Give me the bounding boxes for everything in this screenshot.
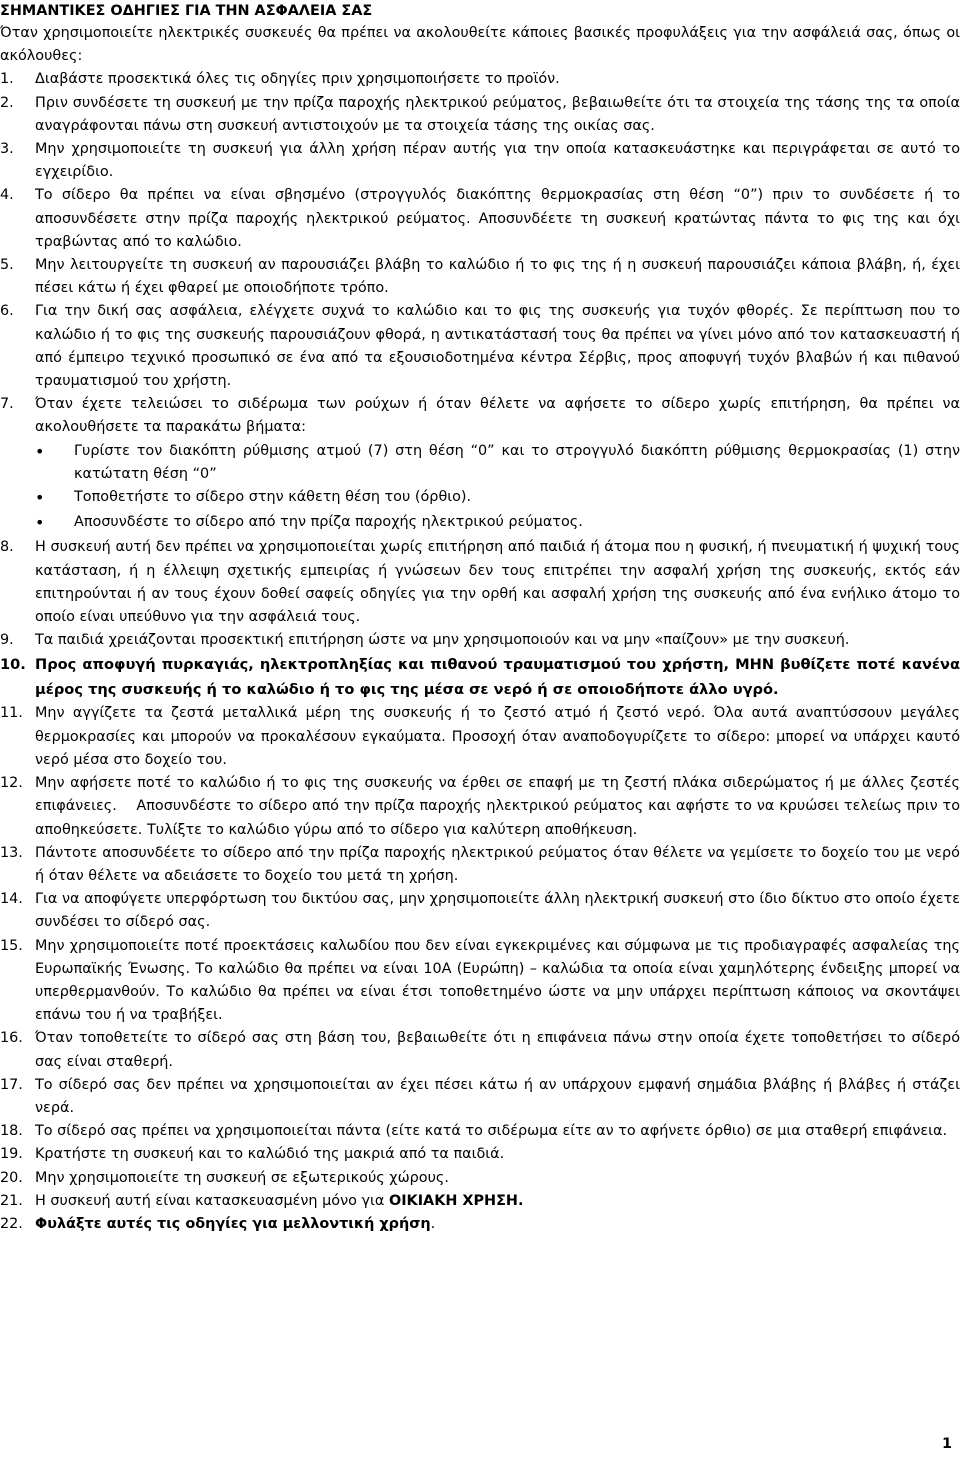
item-text-tail: . xyxy=(430,1215,436,1232)
item-number: 9. xyxy=(0,632,14,649)
item-number: 7. xyxy=(0,396,14,413)
list-item xyxy=(0,92,960,138)
item-text: Το σίδερο θα πρέπει να είναι σβησμένο (στρογγυλός διακόπτης θερμοκρασίας στη θέση “0”) πριν το συνδέσετε ή το αποσυνδέσετε στην πρίζα παροχής ηλεκτρικού ρεύματος. Αποσυνδέετε τη συσκευή κρατώντας πάντα το φις της και όχι τραβώντας από το καλώδιο. xyxy=(35,187,960,250)
bullet-item xyxy=(35,440,960,486)
item-text: Προς αποφυγή πυρκαγιάς, ηλεκτροπληξίας και πιθανού τραυματισμού του χρήστη, ΜΗΝ βυθίζετε ποτέ κανένα μέρος της συσκευής ή το καλώδιο ή το φις της μέσα σε νερό ή σε οποιοδήποτε άλλο υγρό. xyxy=(35,656,960,699)
item-text: Το σίδερό σας δεν πρέπει να χρησιμοποιείται αν έχει πέσει κάτω ή αν υπάρχουν εμφανή σημάδια βλάβης ή βλάβες ή στάζει νερά. xyxy=(35,1076,960,1116)
list-item xyxy=(0,1027,960,1073)
item-number: 17. xyxy=(0,1076,23,1093)
item-text: Όταν έχετε τελειώσει το σιδέρωμα των ρούχων ή όταν θέλετε να αφήσετε το σίδερο χωρίς επιτήρηση, θα πρέπει να ακολουθήσετε τα παρακάτω βήματα: xyxy=(35,396,960,436)
item-number: 20. xyxy=(0,1169,23,1186)
list-item xyxy=(0,1213,960,1236)
item-body xyxy=(35,393,960,536)
item-number: 16. xyxy=(0,1030,23,1047)
list-item xyxy=(0,536,960,629)
item-text: Όταν τοποθετείτε το σίδερό σας στη βάση του, βεβαιωθείτε ότι η επιφάνεια πάνω στην οποία έχετε τοποθετήσει το σίδερό σας είναι σταθερή. xyxy=(35,1030,960,1070)
intro-paragraph: Όταν χρησιμοποιείτε ηλεκτρικές συσκευές θα πρέπει να ακολουθείτε κάποιες βασικές προφυλάξεις για την ασφάλειά σας, όπως οι ακόλουθες: xyxy=(0,25,960,65)
item-text: Η συσκευή αυτή είναι κατασκευασμένη μόνο για xyxy=(35,1192,385,1209)
list-item xyxy=(0,1190,960,1213)
item-number: 13. xyxy=(0,844,23,861)
item-text: Για να αποφύγετε υπερφόρτωση του δικτύου σας, μην χρησιμοποιείτε άλλη ηλεκτρική συσκευή στο ίδιο δίκτυο στο οποίο έχετε συνδέσει το σίδερό σας. xyxy=(35,891,960,931)
item-text: Μην χρησιμοποιείτε τη συσκευή για άλλη χρήση πέραν αυτής για την οποία κατασκευάστηκε και περιγράφεται σε αυτό το εγχειρίδιο. xyxy=(35,141,960,181)
list-item xyxy=(0,254,960,300)
bullet-text: Τοποθετήστε το σίδερο στην κάθετη θέση του (όρθιο). xyxy=(74,489,472,506)
list-item xyxy=(0,652,960,702)
bullet-item xyxy=(35,511,960,536)
item-number: 11. xyxy=(0,705,23,722)
list-item xyxy=(0,888,960,934)
bullet-icon xyxy=(35,440,74,486)
list-item xyxy=(0,935,960,1028)
item-number: 4. xyxy=(0,187,14,204)
item-text: Πάντοτε αποσυνδέετε το σίδερο από την πρίζα παροχής ηλεκτρικού ρεύματος όταν θέλετε να γεμίσετε το δοχείο του με νερό ή όταν θέλετε να αδειάσετε το δοχείο του μετά τη χρήση. xyxy=(35,844,960,884)
item-text: Μην λειτουργείτε τη συσκευή αν παρουσιάζει βλάβη το καλώδιο ή το φις της ή η συσκευή παρουσιάζει κάποια βλάβη, ή, έχει πέσει κάτω ή έχει φθαρεί με οποιοδήποτε τρόπο. xyxy=(35,257,960,297)
list-item xyxy=(0,842,960,888)
bullet-icon xyxy=(35,486,74,511)
bullet-icon xyxy=(35,511,74,536)
item-text: Το σίδερό σας πρέπει να χρησιμοποιείται πάντα (είτε κατά το σιδέρωμα είτε αν το αφήνετε όρθιο) σε μια σταθερή επιφάνεια. xyxy=(35,1123,948,1140)
bullet-text: Αποσυνδέστε το σίδερο από την πρίζα παροχής ηλεκτρικού ρεύματος. xyxy=(74,514,583,531)
item-number: 12. xyxy=(0,775,23,792)
list-item xyxy=(0,1074,960,1120)
list-item xyxy=(0,393,960,536)
bullet-text: Γυρίστε τον διακόπτη ρύθμισης ατμού (7) στη θέση “0” και το στρογγυλό διακόπτη ρύθμισης θερμοκρασίας (1) στην κατώτατη θέση “0” xyxy=(74,442,960,482)
steps-list xyxy=(35,440,960,537)
item-text: Πριν συνδέσετε τη συσκευή με την πρίζα παροχής ηλεκτρικού ρεύματος, βεβαιωθείτε ότι τα στοιχεία της τάσης της τα οποία αναγράφονται πάνω στη συσκευή αντιστοιχούν με τα στοιχεία τάσης της οικίας σας. xyxy=(35,94,960,134)
item-text: Τα παιδιά χρειάζονται προσεκτική επιτήρηση ώστε να μην χρησιμοποιούν και να μην «παίζουν» με την συσκευή. xyxy=(35,632,850,649)
item-text-bold: Φυλάξτε αυτές τις οδηγίες για μελλοντική χρήση xyxy=(35,1215,431,1232)
list-item xyxy=(0,702,960,772)
list-item xyxy=(0,68,960,91)
list-item xyxy=(0,1143,960,1166)
item-text: Διαβάστε προσεκτικά όλες τις οδηγίες πριν χρησιμοποιήσετε το προϊόν. xyxy=(35,71,560,88)
item-number: 22. xyxy=(0,1215,23,1232)
item-text-bold: ΟΙΚΙΑΚΗ ΧΡΗΣΗ. xyxy=(388,1192,524,1209)
item-number: 14. xyxy=(0,891,23,908)
list-item xyxy=(0,1120,960,1143)
bullet-item xyxy=(35,486,960,511)
document-title: ΣΗΜΑΝΤΙΚΕΣ ΟΔΗΓΙΕΣ ΓΙΑ ΤΗΝ ΑΣΦΑΛΕΙΑ ΣΑΣ xyxy=(0,3,373,19)
item-number: 3. xyxy=(0,141,14,158)
item-text: Για την δική σας ασφάλεια, ελέγχετε συχνά το καλώδιο και το φις της συσκευής για τυχόν φθορές. Σε περίπτωση που το καλώδιο ή το φις της συσκευής παρουσιάζουν φθορά, η αντικατάστασή τους θα πρέπει να γίνει μόνο από τον κατασκευαστή ή από έμπειρο τεχνικό προσωπικό σε ένα από τα εξουσιοδοτημένα κέντρα Σέρβις, προς αποφυγή τυχόν βλαβών ή και πιθανού τραυματισμού του χρήστη. xyxy=(35,303,960,390)
item-text: Μην αφήσετε ποτέ το καλώδιο ή το φις της συσκευής να έρθει σε επαφή με τη ζεστή πλάκα σιδερώματος ή με άλλες ζεστές επιφάνειες. Αποσυνδέστε το σίδερο από την πρίζα παροχής ηλεκτρικού ρεύματος και αφήστε το να κρυώσει τελείως πριν το αποθηκεύσετε. Τυλίξτε το καλώδιο γύρω από το σίδερο για καλύτερη αποθήκευση. xyxy=(35,775,960,838)
safety-list xyxy=(0,68,960,1236)
item-text-wrap xyxy=(35,1213,960,1236)
item-number: 6. xyxy=(0,303,14,320)
item-number: 15. xyxy=(0,937,23,954)
item-number: 19. xyxy=(0,1146,23,1163)
item-number: 5. xyxy=(0,257,14,274)
list-item xyxy=(0,184,960,254)
item-number: 2. xyxy=(0,94,14,111)
item-number: 18. xyxy=(0,1123,23,1140)
list-item xyxy=(0,772,960,842)
item-number: 1. xyxy=(0,71,14,88)
item-text-wrap xyxy=(35,1190,960,1213)
list-item xyxy=(0,300,960,393)
list-item xyxy=(0,1167,960,1190)
item-number: 21. xyxy=(0,1192,23,1209)
list-item xyxy=(0,138,960,184)
item-text: Κρατήστε τη συσκευή και το καλώδιό της μακριά από τα παιδιά. xyxy=(35,1146,505,1163)
item-text: Μην χρησιμοποιείτε ποτέ προεκτάσεις καλωδίου που δεν είναι εγκεκριμένες και σύμφωνα με τις προδιαγραφές ασφαλείας της Ευρωπαϊκής Ένωσης. Το καλώδιο θα πρέπει να είναι 10Α (Ευρώπη) – καλώδια τα οποία είναι χαμηλότερης ένδειξης μπορεί να υπερθερμανθούν. Το καλώδιο θα πρέπει να είναι έτσι τοποθετημένο ώστε να μην υπάρχει περίπτωση κάποιος να σκοντάψει επάνω του ή να τραβήξει. xyxy=(35,937,960,1024)
page-number: 1 xyxy=(941,1436,952,1452)
list-item xyxy=(0,629,960,652)
item-number: 8. xyxy=(0,539,14,556)
item-text: Η συσκευή αυτή δεν πρέπει να χρησιμοποιείται χωρίς επιτήρηση από παιδιά ή άτομα που η φυσική, ή πνευματική ή ψυχική τους κατάσταση, ή η έλλειψη σχετικής εμπειρίας ή γνώσεων δεν τους επιτρέπει την ασφαλή χρήση της συσκευής, εκτός εάν επιτηρούνται ή αν τους έχουν δοθεί σαφείς οδηγίες για την ορθή και ασφαλή χρήση της συσκευής από ένα ενήλικο άτομο το οποίο είναι υπεύθυνο για την ασφάλειά τους. xyxy=(35,539,960,626)
item-number: 10. xyxy=(0,656,26,674)
item-text: Μην χρησιμοποιείτε τη συσκευή σε εξωτερικούς χώρους. xyxy=(35,1169,449,1186)
item-text: Μην αγγίζετε τα ζεστά μεταλλικά μέρη της συσκευής ή το ζεστό ατμό ή ζεστό νερό. Όλα αυτά αναπτύσσουν μεγάλες θερμοκρασίες και μπορούν να προκαλέσουν εγκαύματα. Προσοχή όταν αναποδογυρίζετε το σίδερο: μπορεί να υπάρχει καυτό νερό μέσα στο δοχείο του. xyxy=(35,705,960,768)
